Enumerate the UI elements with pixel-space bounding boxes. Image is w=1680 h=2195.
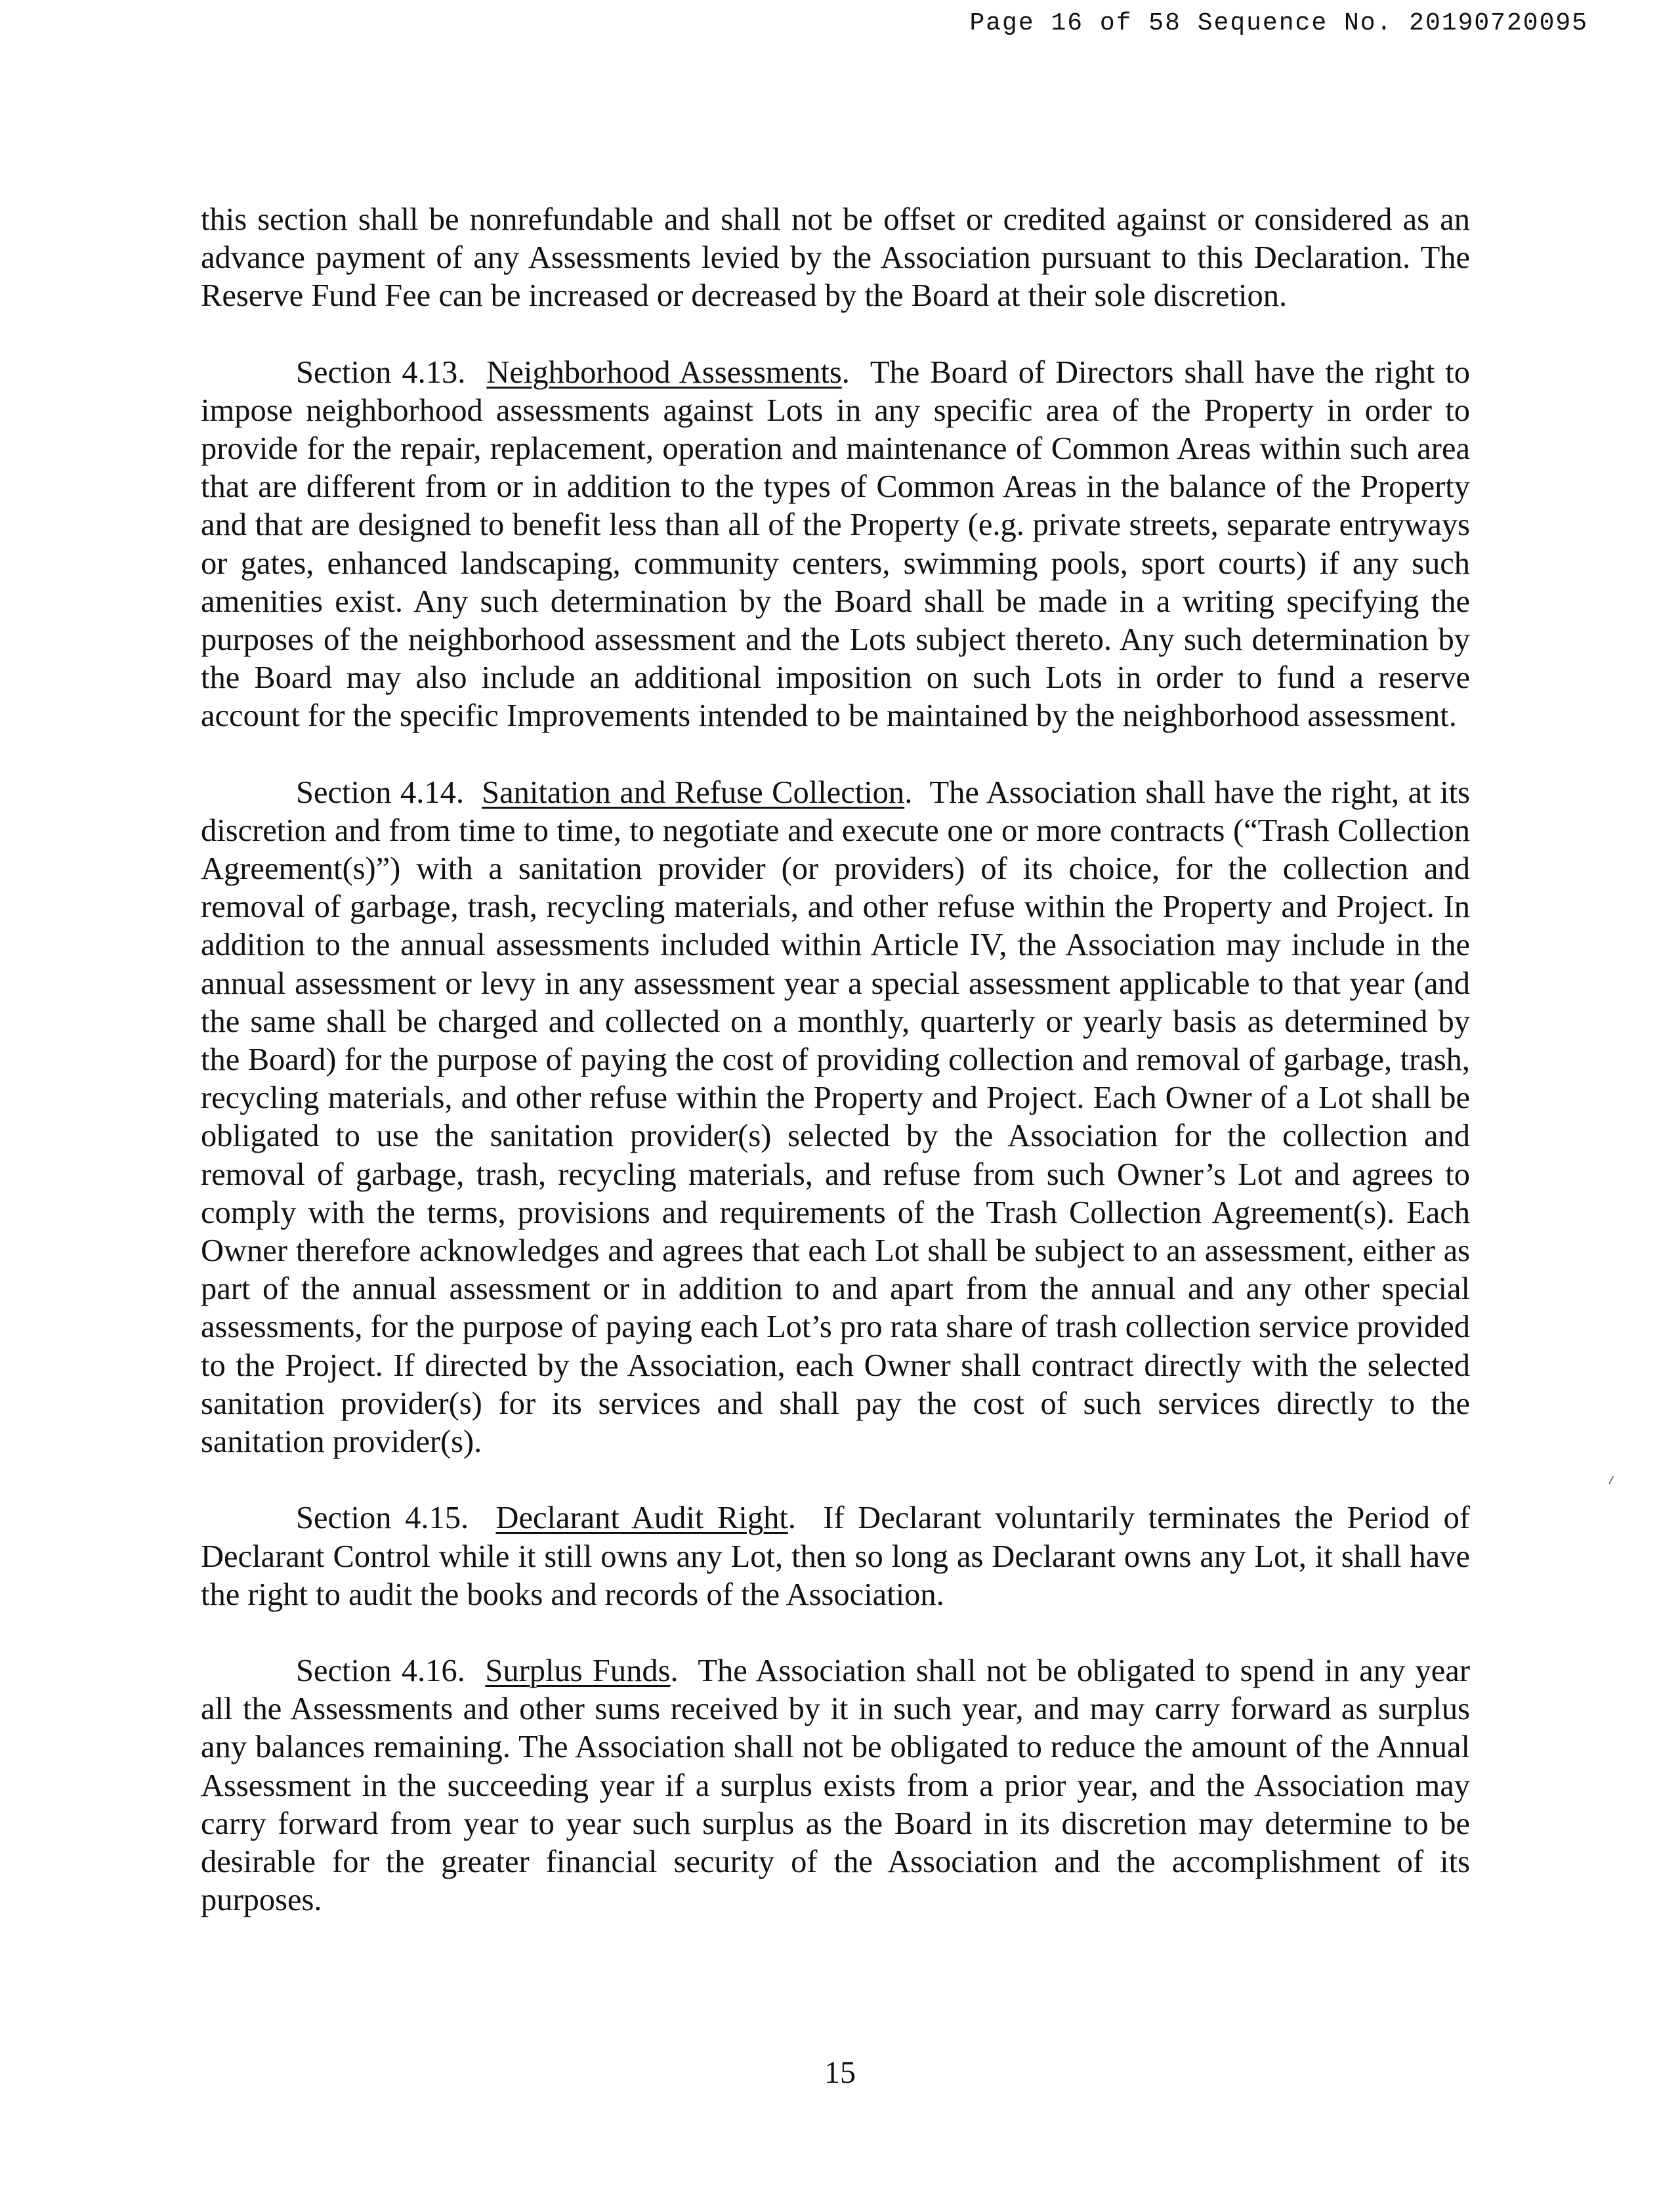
document-body [201, 201, 1470, 1957]
section-text: The Board of Directors shall have the right to impose neighborhood assessments against Lots in any specific area of the Property in order to provide for the repair, replacement, operation and maintenance of Common Areas within such area that are different from or in addition to the types of Common Areas in the balance of the Property and that are designed to benefit less than all of the Property (e.g. private streets, separate entryways or gates, enhanced landscaping, community centers, swimming pools, sport courts) if any such amenities exist. Any such determination by the Board shall be made in a writing specifying the purposes of the neighborhood assessment and the Lots subject thereto. Any such determination by the Board may also include an additional imposition on such Lots in order to fund a reserve account for the specific Improvements intended to be maintained by the neighborhood assessment. [201, 354, 1470, 734]
page-number: 15 [824, 2055, 856, 2090]
section-heading: Neighborhood Assessments [486, 354, 842, 390]
section-4-13: Section 4.13. Neighborhood Assessments. The Board of Directors shall have the right to impose neighborhood assessments against Lots in any specific area of the Property in order to provide for the repair, replacement, operation and maintenance of Common Areas within such area that are different from or in addition to the types of Common Areas in the balance of the Property and that are designed to benefit less than all of the Property (e.g. private streets, separate entryways or gates, enhanced landscaping, community centers, swimming pools, sport courts) if any such amenities exist. Any such determination by the Board shall be made in a writing specifying the purposes of the neighborhood assessment and the Lots subject thereto. Any such determination by the Board may also include an additional imposition on such Lots in order to fund a reserve account for the specific Improvements intended to be maintained by the neighborhood assessment. [201, 354, 1470, 734]
section-label: Section 4.16. [296, 1653, 465, 1688]
section-heading: Declarant Audit Right [495, 1501, 788, 1536]
section-label: Section 4.13. [296, 354, 466, 390]
section-4-15: Section 4.15. Declarant Audit Right. If Declarant voluntarily terminates the Period of Declarant Control while it still owns any Lot, then so long as Declarant owns any Lot, it shall have the right to audit the books and records of the Association. [201, 1501, 1470, 1612]
scan-mark [1608, 1476, 1614, 1484]
section-text: If Declarant voluntarily terminates the Period of Declarant Control while it still owns any Lot, then so long as Declarant owns any Lot, it shall have the right to audit the books and records of the Association. [201, 1501, 1470, 1612]
section-label: Section 4.14. [296, 775, 465, 810]
section-4-16: Section 4.16. Surplus Funds. The Association shall not be obligated to spend in any year all the Assessments and other sums received by it in such year, and may carry forward as surplus any balances remaining. The Association shall not be obligated to reduce the amount of the Annual Assessment in the succeeding year if a surplus exists from a prior year, and the Association may carry forward from year to year such surplus as the Board in its discretion may determine to be desirable for the greater financial security of the Association and the accomplishment of its purposes. [201, 1653, 1471, 1918]
section-heading: Sanitation and Refuse Collection [482, 775, 905, 810]
section-text: The Association shall not be obligated to spend in any year all the Assessments and other sums received by it in such year, and may carry forward as surplus any balances remaining. The Association shall not be obligated to reduce the amount of the Annual Assessment in the succeeding year if a surplus exists from a prior year, and the Association may carry forward from year to year such surplus as the Board in its discretion may determine to be desirable for the greater financial security of the Association and the accomplishment of its purposes. [201, 1653, 1471, 1918]
section-label: Section 4.15. [296, 1501, 469, 1536]
section-heading: Surplus Funds [485, 1653, 671, 1688]
section-4-14: Section 4.14. Sanitation and Refuse Collection. The Association shall have the right, at its discretion and from time to time, to negotiate and execute one or more contracts (“Trash Collection Agreement(s)”) with a sanitation provider (or providers) of its choice, for the collection and removal of garbage, trash, recycling materials, and other refuse within the Property and Project. In addition to the annual assessments included within Article IV, the Association may include in the annual assessment or levy in any assessment year a special assessment applicable to that year (and the same shall be charged and collected on a monthly, quarterly or yearly basis as determined by the Board) for the purpose of paying the cost of providing collection and removal of garbage, trash, recycling materials, and other refuse within the Property and Project. Each Owner of a Lot shall be obligated to use the sanitation provider(s) selected by the Association for the collection and removal of garbage, trash, recycling materials, and refuse from such Owner’s Lot and agrees to comply with the terms, provisions and requirements of the Trash Collection Agreement(s). Each Owner therefore acknowledges and agrees that each Lot shall be subject to an assessment, either as part of the annual assessment or in addition to and apart from the annual and any other special assessments, for the purpose of paying each Lot’s pro rata share of trash collection service provided to the Project. If directed by the Association, each Owner shall contract directly with the selected sanitation provider(s) for its services and shall pay the cost of such services directly to the sanitation provider(s). [201, 775, 1471, 1460]
paragraph-text: this section shall be nonrefundable and shall not be offset or credited against or considered as an advance payment of any Assessments levied by the Association pursuant to this Declaration. The Reserve Fund Fee can be increased or decreased by the Board at their sole discretion. [201, 202, 1470, 314]
page-sequence-header: Page 16 of 58 Sequence No. 20190720095 [969, 9, 1588, 37]
paragraph-continuation [201, 201, 1470, 316]
section-text: The Association shall have the right, at its discretion and from time to time, to negotiate and execute one or more contracts (“Trash Collection Agreement(s)”) with a sanitation provider (or providers) of its choice, for the collection and removal of garbage, trash, recycling materials, and other refuse within the Property and Project. In addition to the annual assessments included within Article IV, the Association may include in the annual assessment or levy in any assessment year a special assessment applicable to that year (and the same shall be charged and collected on a monthly, quarterly or yearly basis as determined by the Board) for the purpose of paying the cost of providing collection and removal of garbage, trash, recycling materials, and other refuse within the Property and Project. Each Owner of a Lot shall be obligated to use the sanitation provider(s) selected by the Association for the collection and removal of garbage, trash, recycling materials, and refuse from such Owner’s Lot and agrees to comply with the terms, provisions and requirements of the Trash Collection Agreement(s). Each Owner therefore acknowledges and agrees that each Lot shall be subject to an assessment, either as part of the annual assessment or in addition to and apart from the annual and any other special assessments, for the purpose of paying each Lot’s pro rata share of trash collection service provided to the Project. If directed by the Association, each Owner shall contract directly with the selected sanitation provider(s) for its services and shall pay the cost of such services directly to the sanitation provider(s). [201, 775, 1471, 1460]
